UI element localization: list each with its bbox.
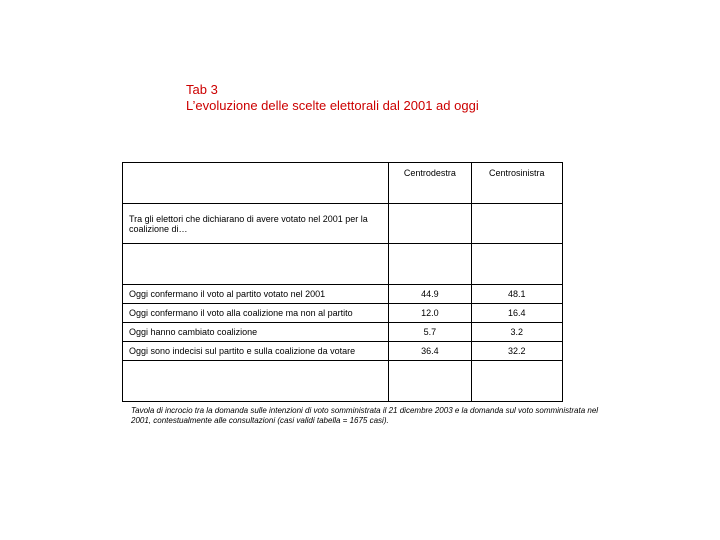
spacer-cell bbox=[389, 244, 471, 285]
row-label: Oggi hanno cambiato coalizione bbox=[123, 323, 389, 342]
intro-empty-cell bbox=[389, 204, 471, 244]
intro-row bbox=[123, 204, 563, 244]
table-row bbox=[123, 304, 563, 323]
value-centrosinistra: 32.2 bbox=[471, 342, 562, 361]
intro-cell: Tra gli elettori che dichiarano di avere votato nel 2001 per la coalizione di… bbox=[123, 204, 389, 244]
table-title-block bbox=[186, 82, 479, 114]
intro-empty-cell bbox=[471, 204, 562, 244]
table-row bbox=[123, 323, 563, 342]
row-label: Oggi confermano il voto alla coalizione ma non al partito bbox=[123, 304, 389, 323]
row-label: Oggi sono indecisi sul partito e sulla coalizione da votare bbox=[123, 342, 389, 361]
value-centrodestra: 12.0 bbox=[389, 304, 471, 323]
electoral-table bbox=[122, 162, 563, 402]
spacer-cell bbox=[389, 361, 471, 402]
value-centrodestra: 5.7 bbox=[389, 323, 471, 342]
table-title: L’evoluzione delle scelte elettorali dal 2001 ad oggi bbox=[186, 98, 479, 113]
value-centrosinistra: 48.1 bbox=[471, 285, 562, 304]
value-centrodestra: 44.9 bbox=[389, 285, 471, 304]
spacer-cell bbox=[123, 361, 389, 402]
column-header-centrodestra: Centrodestra bbox=[389, 163, 471, 204]
value-centrodestra: 36.4 bbox=[389, 342, 471, 361]
bottom-spacer-row bbox=[123, 361, 563, 402]
spacer-row bbox=[123, 244, 563, 285]
row-label: Oggi confermano il voto al partito votato nel 2001 bbox=[123, 285, 389, 304]
value-centrosinistra: 16.4 bbox=[471, 304, 562, 323]
spacer-cell bbox=[471, 361, 562, 402]
header-empty-cell bbox=[123, 163, 389, 204]
spacer-cell bbox=[123, 244, 389, 285]
header-row bbox=[123, 163, 563, 204]
table-row bbox=[123, 342, 563, 361]
table-number: Tab 3 bbox=[186, 82, 218, 97]
spacer-cell bbox=[471, 244, 562, 285]
column-header-centrosinistra: Centrosinistra bbox=[471, 163, 562, 204]
table-footnote: Tavola di incrocio tra la domanda sulle intenzioni di voto somministrata il 21 dicembre 2003 e la domanda sul voto somministrata nel 2001, contestualmente alle consultazioni (casi validi tabella = 1675 casi). bbox=[131, 406, 599, 425]
value-centrosinistra: 3.2 bbox=[471, 323, 562, 342]
table-row bbox=[123, 285, 563, 304]
